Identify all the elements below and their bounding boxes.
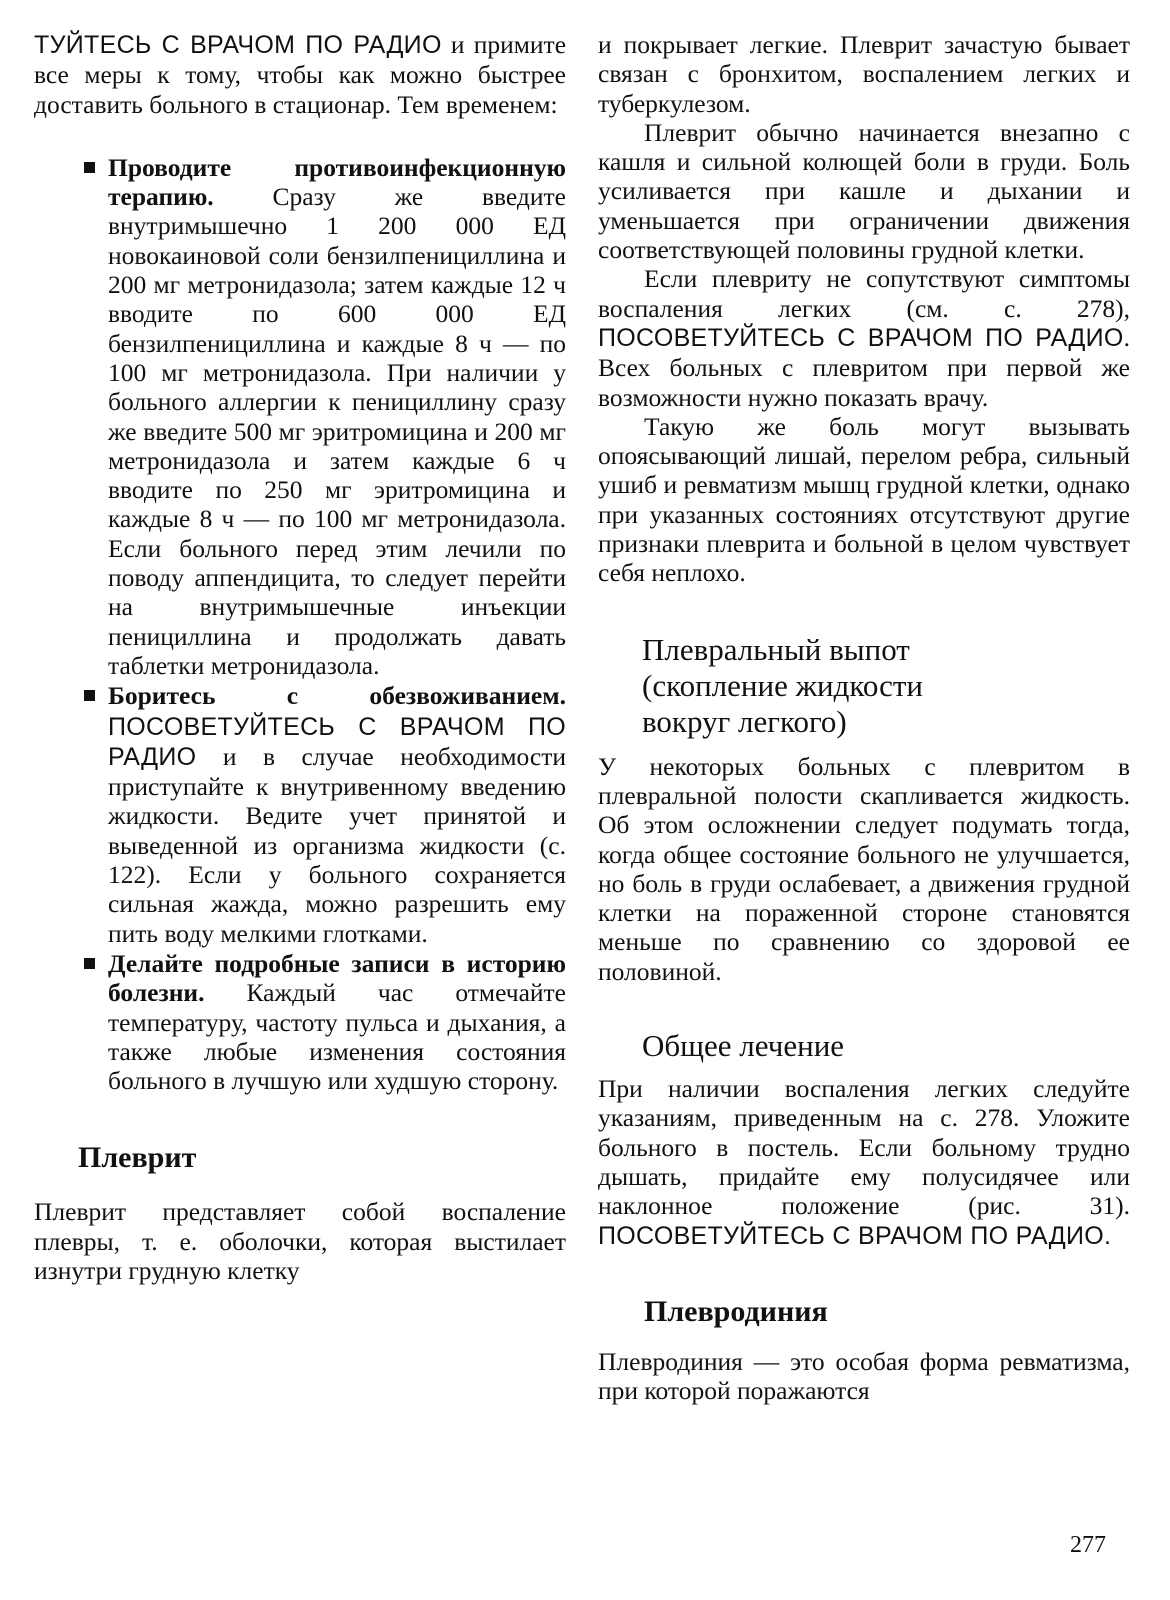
bullet-text: Каждый час отмечайте температуру, частоту пульса и дыхания, а также любые изменения состояния больного в лучшую или худшую сторону. xyxy=(108,978,566,1096)
paragraph-symptoms: Плеврит обычно начинается внезапно с кашля и сильной колющей боли в груди. Боль усиливается при кашле и дыхании и уменьшается при ограничении движения соответствующей половины грудной клетки. xyxy=(598,117,1130,265)
pleural-effusion-paragraph: У некоторых больных с плевритом в плевральной полости скапливается жидкость. Об этом осложнении следует подумать тогда, когда общее состояние больного не улучшается, но боль в груди ослабевает, а движения грудной клетки на пораженной стороне становятся меньше по сравнению со здоровой ее половиной. xyxy=(598,751,1130,986)
heading-line: Плевральный выпот xyxy=(642,631,910,667)
general-treatment-paragraph xyxy=(598,1074,1130,1251)
page-number: 277 xyxy=(1070,1532,1106,1558)
intro-caps: ТУЙТЕСЬ С ВРАЧОМ ПО РАДИО xyxy=(34,31,442,59)
list-item xyxy=(108,153,566,680)
pleurodynia-paragraph: Плевродиния — это особая форма ревматизма, при которой поражаются xyxy=(598,1346,1130,1406)
bullet-text: Сразу же введите внутримышечно 1 200 000 ЕД новокаиновой соли бензилпенициллина и 200 мг метронидазола; затем каждые 12 ч вводите по 600 000 ЕД бензилпенициллина и каждые 8 ч — по 100 мг метронидазола. При наличии у больного аллергии к пенициллину сразу же введите 500 мг эритромицина и 200 мг метронидазола и затем каждые 6 ч вводите по 250 мг эритромицина и каждые 8 ч — по 100 мг метронидазола. Если больного перед этим лечили по поводу аппендицита, то следует перейти на внутримышечные инъекции пенициллина и продолжать давать таблетки метронидазола. xyxy=(108,182,566,680)
left-column xyxy=(34,30,566,1285)
list-item xyxy=(108,949,566,1095)
paragraph-continuation: и покрывает легкие. Плеврит зачастую бывает связан с бронхитом, воспалением легких и туберкулезом. xyxy=(598,30,1130,118)
pleurit-paragraph: Плеврит представляет собой воспаление плевры, т. е. оболочки, которая выстилает изнутри грудную клетку xyxy=(34,1197,566,1285)
consult-caps: ПОСОВЕТУЙТЕСЬ С ВРАЧОМ ПО РАДИО xyxy=(598,323,1124,352)
right-column xyxy=(598,30,1130,1405)
intro-text: и примите все меры к тому, чтобы как можно быстрее доставить больного в стационар. Тем временем: xyxy=(34,30,567,119)
intro-paragraph xyxy=(34,30,566,119)
bullet-lead: Делайте подробные записи в историю болезни. xyxy=(108,948,566,1008)
treatment-list xyxy=(34,153,566,1096)
section-heading-pleural-effusion xyxy=(642,632,1130,740)
bullet-lead: Боритесь с обезвоживанием. xyxy=(108,681,566,711)
heading-line: (скопление жидкости xyxy=(642,667,924,703)
bullet-text: и в случае необходимости приступайте к внутривенному введению жидкости. Ведите учет принятой и выведенной из организма жидкости (с. 122). Если у больного сохраняется сильная жажда, можно разрешить ему пить воду мелкими глотками. xyxy=(108,741,566,948)
general-caps: ПОСОВЕТУЙТЕСЬ С ВРАЧОМ ПО РАДИО. xyxy=(598,1221,1112,1250)
paragraph-differential: Такую же боль могут вызывать опоясывающий лишай, перелом ребра, сильный ушиб и ревматизм мышц грудной клетки, однако при указанных состояниях отсутствуют другие признаки плеврита и больной в целом чувствует себя неплохо. xyxy=(598,411,1130,588)
section-heading-general-treatment: Общее лечение xyxy=(642,1028,845,1064)
heading-line: вокруг легкого) xyxy=(642,703,847,739)
section-heading-pleurit: Плеврит xyxy=(78,1141,197,1175)
bullet-lead: Проводите противоинфекционную терапию. xyxy=(108,152,566,212)
bullet-caps: ПОСОВЕТУЙТЕСЬ С ВРАЧОМ ПО РАДИО xyxy=(108,712,566,771)
consult-text-a: Если плевриту не сопутствуют симптомы воспаления легких (см. с. 278), xyxy=(598,264,1130,323)
general-text: При наличии воспаления легких следуйте указаниям, приведенным на с. 278. Уложите больного в постель. Если больному трудно дышать, придайте ему полусидячее или наклонное положение (рис. 31). xyxy=(598,1074,1130,1221)
consult-text-b: . Всех больных с плевритом при первой же возможности нужно показать врачу. xyxy=(598,322,1130,412)
list-item xyxy=(108,681,566,948)
paragraph-consult xyxy=(598,264,1130,411)
section-heading-pleurodynia: Плевродиния xyxy=(644,1294,828,1328)
